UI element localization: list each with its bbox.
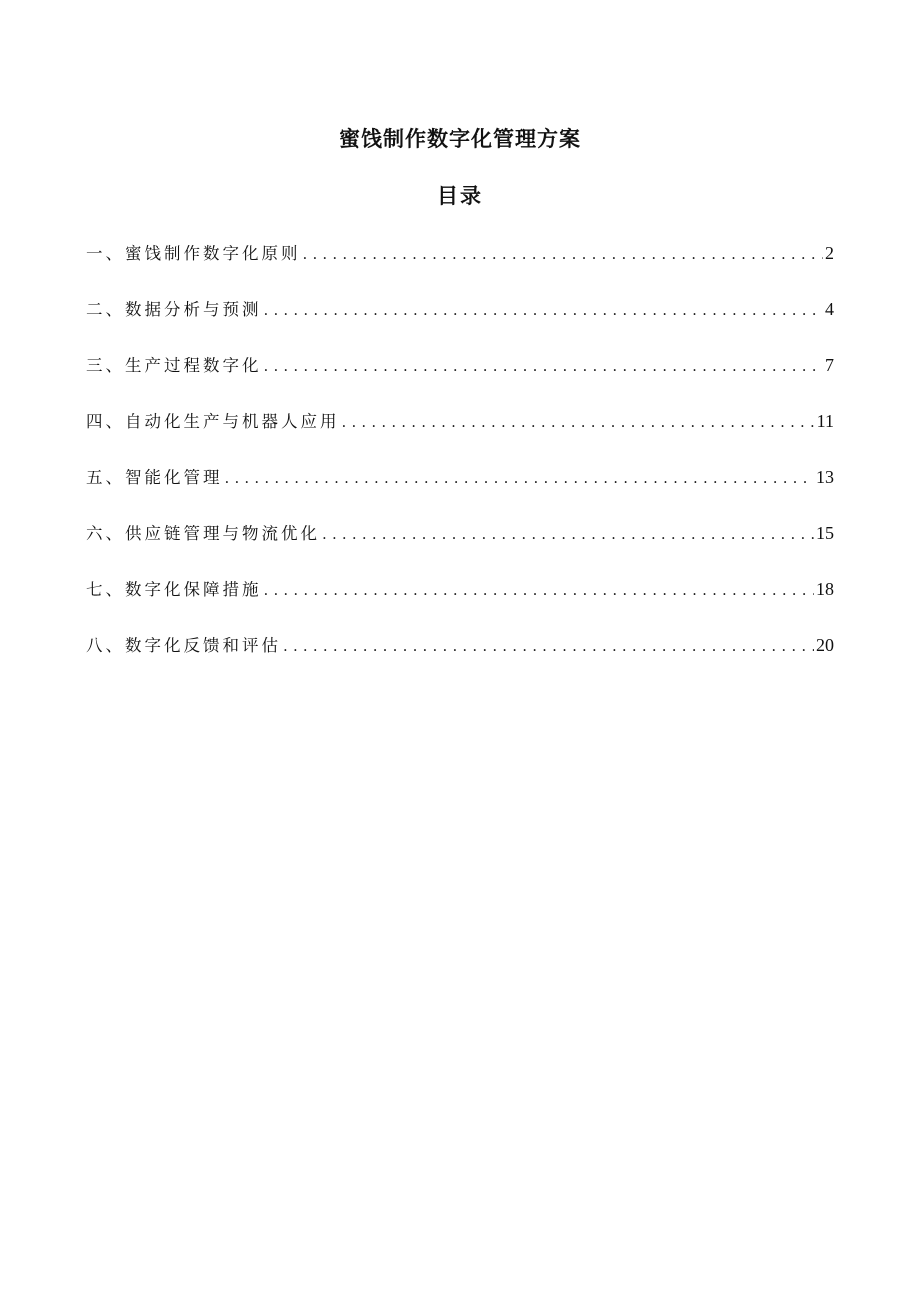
table-of-contents — [86, 239, 834, 687]
toc-dot-leader — [264, 576, 815, 604]
toc-entry[interactable] — [86, 407, 834, 463]
toc-entry-page: 11 — [816, 411, 834, 431]
toc-entry-page: 7 — [825, 355, 834, 375]
toc-entry-label: 八、数字化反馈和评估 — [86, 636, 281, 655]
toc-entry-label: 七、数字化保障措施 — [86, 580, 262, 599]
toc-dot-leader — [303, 240, 824, 268]
toc-dot-leader — [342, 408, 815, 436]
toc-entry-label: 四、自动化生产与机器人应用 — [86, 412, 340, 431]
toc-entry-page: 20 — [816, 635, 834, 655]
toc-heading: 目录 — [437, 184, 483, 208]
toc-entry[interactable] — [86, 519, 834, 575]
toc-entry-page: 2 — [825, 243, 834, 263]
toc-entry-page: 13 — [816, 467, 834, 487]
toc-entry[interactable] — [86, 351, 834, 407]
toc-entry-page: 15 — [816, 523, 834, 543]
toc-dot-leader — [322, 520, 814, 548]
document-title: 蜜饯制作数字化管理方案 — [339, 127, 581, 151]
toc-dot-leader — [264, 352, 824, 380]
toc-entry[interactable] — [86, 631, 834, 687]
toc-entry-page: 4 — [825, 299, 834, 319]
toc-entry-label: 一、蜜饯制作数字化原则 — [86, 244, 301, 263]
toc-entry[interactable] — [86, 295, 834, 351]
toc-entry[interactable] — [86, 575, 834, 631]
toc-entry-label: 五、智能化管理 — [86, 468, 223, 487]
toc-entry[interactable] — [86, 463, 834, 519]
toc-entry-page: 18 — [816, 579, 834, 599]
toc-entry-label: 二、数据分析与预测 — [86, 300, 262, 319]
toc-entry[interactable] — [86, 239, 834, 295]
toc-entry-label: 三、生产过程数字化 — [86, 356, 262, 375]
toc-dot-leader — [283, 632, 814, 660]
toc-dot-leader — [225, 464, 815, 492]
toc-entry-label: 六、供应链管理与物流优化 — [86, 524, 320, 543]
toc-dot-leader — [264, 296, 824, 324]
